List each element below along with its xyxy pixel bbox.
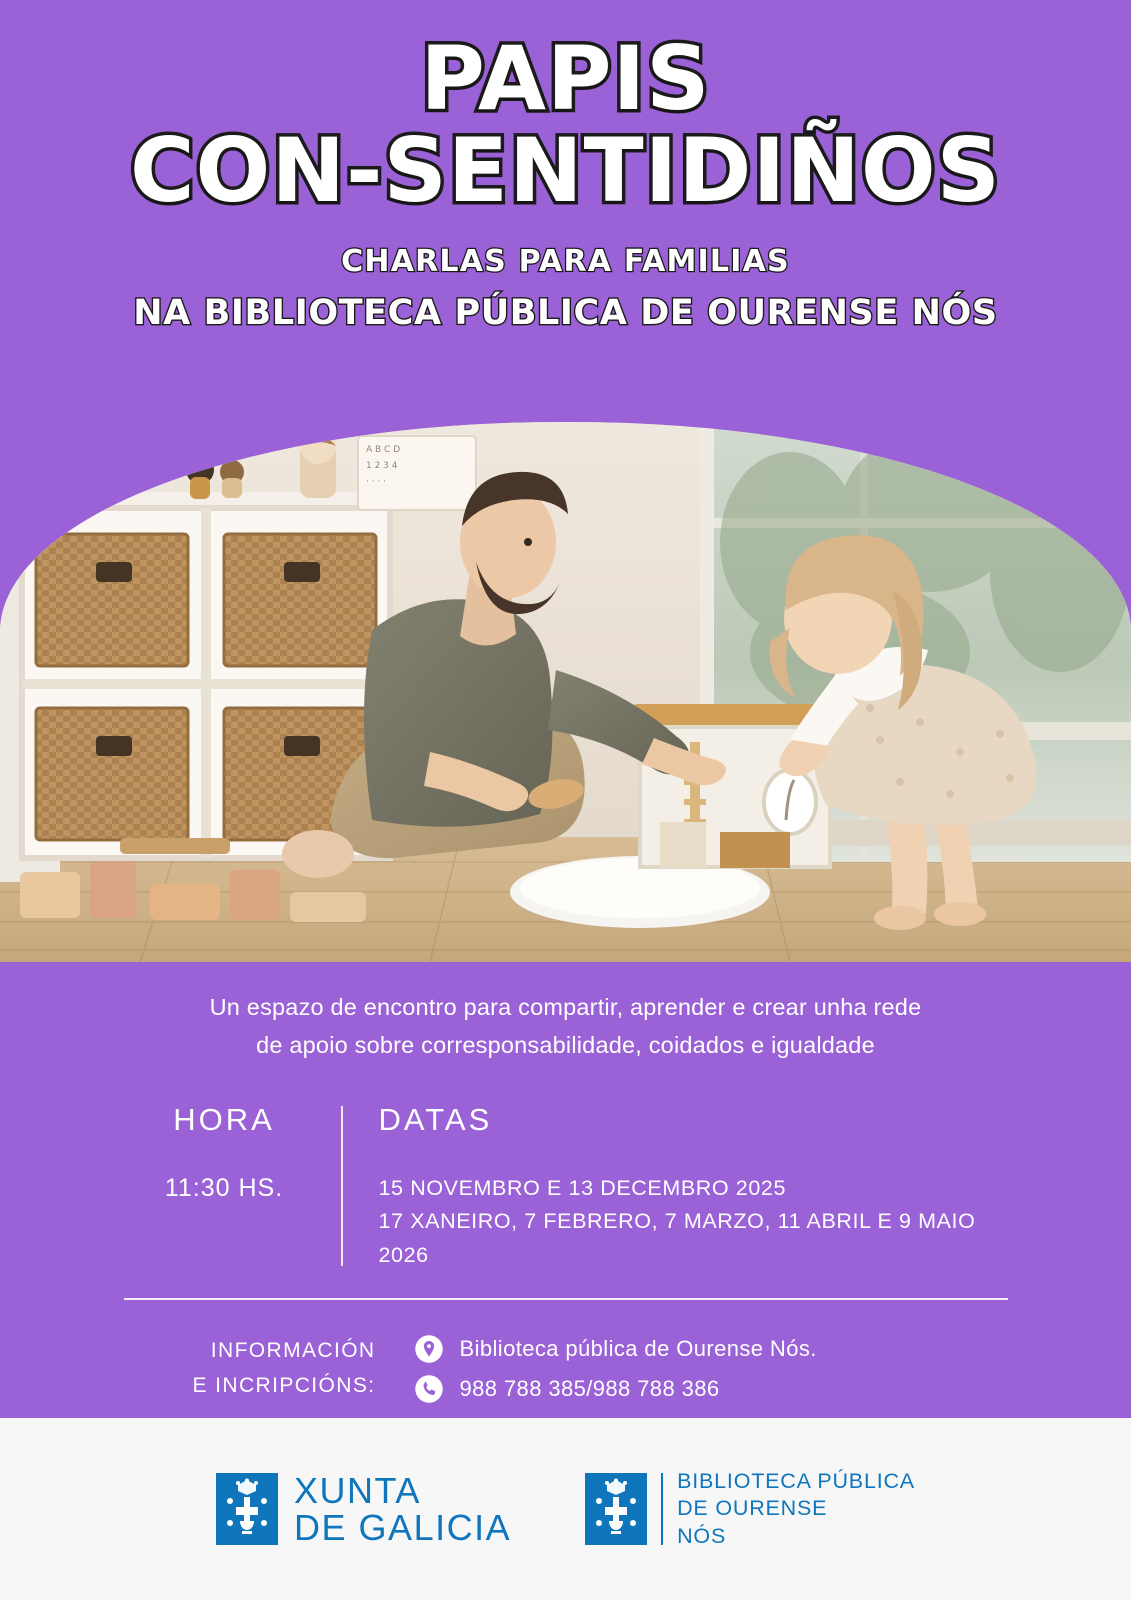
details-section (0, 962, 1131, 1414)
contact-section (124, 1334, 1008, 1414)
title-line-2: CON-SENTIDIÑOS (129, 118, 1002, 222)
schedule-grid (126, 1102, 1006, 1272)
xunta-logo (216, 1469, 512, 1548)
page-title (0, 27, 1131, 222)
subtitle-secondary: NA BIBLIOTECA PÚBLICA DE OURENSE NÓS (133, 292, 998, 333)
datas-line-1: 15 NOVEMBRO E 13 DECEMBRO 2025 (378, 1176, 787, 1201)
contact-label (124, 1334, 414, 1403)
contact-label-line-2: E INCRIPCIÓNS: (192, 1373, 376, 1397)
lead-paragraph (90, 988, 1041, 1064)
datas-column (343, 1102, 1006, 1272)
hora-column (126, 1102, 341, 1272)
xunta-line-2: DE GALICIA (294, 1507, 512, 1548)
contact-phone-row (414, 1374, 1008, 1404)
horizontal-divider (124, 1298, 1008, 1300)
xunta-wordmark (294, 1469, 512, 1548)
svg-text:A B C D: A B C D (366, 445, 401, 455)
biblioteca-logo (585, 1468, 915, 1551)
hora-label: HORA (173, 1102, 275, 1138)
photo-container (0, 422, 1131, 962)
lead-line-1: Un espazo de encontro para compartir, aprender e crear unha rede (209, 994, 922, 1020)
contact-label-line-1: INFORMACIÓN (210, 1339, 376, 1363)
contact-rows (414, 1334, 1008, 1414)
title-block (0, 0, 1131, 333)
footer-logos (0, 1418, 1131, 1600)
datas-label: DATAS (378, 1102, 493, 1138)
biblioteca-wordmark (677, 1468, 915, 1551)
photo-arch-mask (0, 422, 1131, 962)
poster-photo (0, 422, 1131, 962)
phone-icon (414, 1374, 444, 1404)
biblioteca-line-2: DE OURENSE (677, 1496, 828, 1521)
datas-list (379, 1172, 1006, 1272)
biblioteca-line-1: BIBLIOTECA PÚBLICA (677, 1468, 915, 1493)
datas-line-2: 17 XANEIRO, 7 FEBRERO, 7 MARZO, 11 ABRIL E 9 MAIO 2026 (378, 1209, 976, 1267)
logo-divider (661, 1473, 663, 1545)
location-pin-icon (414, 1334, 444, 1364)
contact-location-row (414, 1334, 1008, 1364)
svg-text:· · · ·: · · · · (366, 477, 387, 487)
lead-line-2: de apoio sobre corresponsabilidade, coidados e igualdade (256, 1032, 875, 1059)
svg-text:1 2 3 4: 1 2 3 4 (366, 461, 398, 471)
biblioteca-coat-of-arms-icon (585, 1473, 647, 1545)
title-line-1: PAPIS (420, 27, 711, 130)
subtitle-primary: CHARLAS PARA FAMILIAS (341, 243, 790, 279)
biblioteca-line-3: NÓS (677, 1523, 727, 1548)
contact-phone-text: 988 788 385/988 788 386 (459, 1376, 720, 1402)
hora-value: 11:30 HS. (164, 1174, 284, 1203)
xunta-line-1: XUNTA (294, 1469, 421, 1511)
contact-place-text: Biblioteca pública de Ourense Nós. (459, 1336, 817, 1362)
xunta-coat-of-arms-icon (216, 1473, 278, 1545)
